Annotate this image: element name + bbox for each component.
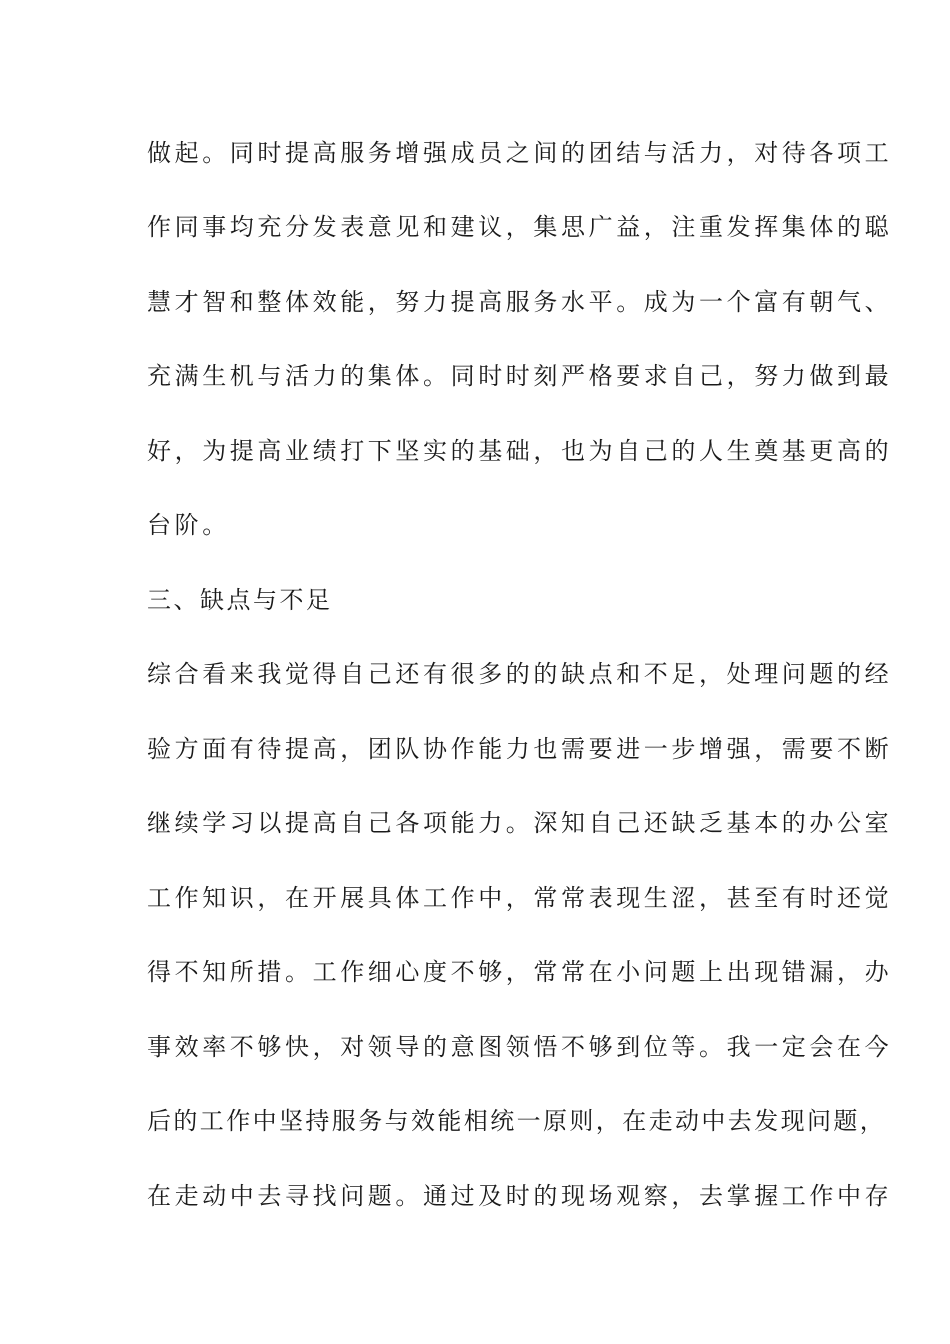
paragraph-line: 作同事均充分发表意见和建议，集思广益，注重发挥集体的聪 [147, 213, 893, 241]
paragraph-line: 后的工作中坚持服务与效能相统一原则，在走动中去发现问题， [147, 1107, 887, 1135]
paragraph-line: 综合看来我觉得自己还有很多的的缺点和不足，处理问题的经 [147, 660, 893, 688]
paragraph-line: 得不知所措。工作细心度不够，常常在小问题上出现错漏，办 [147, 958, 893, 986]
paragraph-line: 做起。同时提高服务增强成员之间的团结与活力，对待各项工 [147, 139, 893, 167]
paragraph-line: 慧才智和整体效能，努力提高服务水平。成为一个富有朝气、 [147, 288, 893, 316]
paragraph-line: 继续学习以提高自己各项能力。深知自己还缺乏基本的办公室 [147, 809, 893, 837]
paragraph-line: 充满生机与活力的集体。同时时刻严格要求自己，努力做到最 [147, 362, 893, 390]
paragraph-line: 验方面有待提高，团队协作能力也需要进一步增强，需要不断 [147, 735, 893, 763]
paragraph-line: 工作知识，在开展具体工作中，常常表现生涩，甚至有时还觉 [147, 884, 893, 912]
paragraph-line: 在走动中去寻找问题。通过及时的现场观察，去掌握工作中存 [147, 1182, 893, 1210]
paragraph-line: 事效率不够快，对领导的意图领悟不够到位等。我一定会在今 [147, 1033, 893, 1061]
paragraph-line: 好，为提高业绩打下坚实的基础，也为自己的人生奠基更高的 [147, 437, 893, 465]
paragraph-line: 台阶。 [147, 511, 230, 539]
section-heading: 三、缺点与不足 [147, 586, 333, 614]
